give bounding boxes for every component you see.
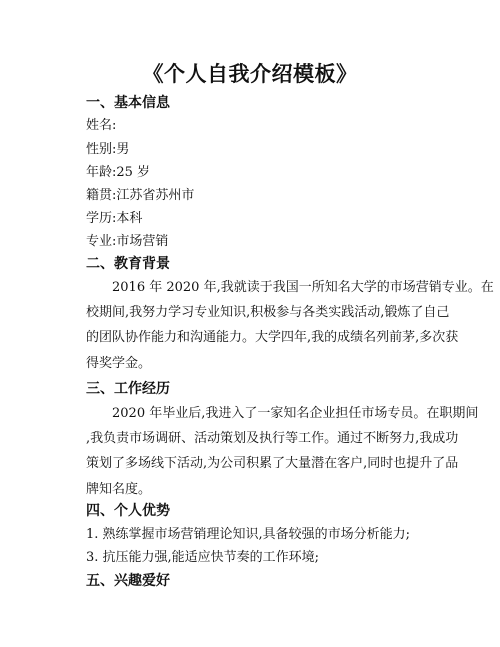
section-heading-basic-info: 一、基本信息 (86, 95, 170, 111)
work-paragraph (86, 401, 479, 502)
work-line: ,我负责市场调研、活动策划及执行等工作。通过不断努力,我成功 (86, 431, 459, 447)
info-name: 姓名: (86, 118, 117, 133)
work-line: 策划了多场线下活动,为公司积累了大量潜在客户,同时也提升了品 (86, 456, 459, 472)
section-heading-hobbies: 五、兴趣爱好 (86, 573, 170, 589)
education-line: 得奖学金。 (86, 355, 152, 371)
section-heading-education: 二、教育背景 (86, 256, 170, 272)
strength-item: 3. 抗压能力强,能适应快节奏的工作环境; (86, 550, 320, 565)
education-line: 的团队协作能力和沟通能力。大学四年,我的成绩名列前茅,多次获 (86, 330, 459, 346)
strength-item: 1. 熟练掌握市场营销理论知识,具备较强的市场分析能力; (86, 527, 411, 542)
info-education: 学历:本科 (86, 211, 143, 226)
document-title: 《个人自我介绍模板》 (142, 61, 358, 86)
section-heading-work: 三、工作经历 (86, 381, 170, 397)
work-line: 牌知名度。 (86, 481, 152, 497)
education-paragraph (86, 275, 494, 376)
education-line: 校期间,我努力学习专业知识,积极参与各类实践活动,锻炼了自己 (86, 305, 450, 321)
education-line: 2016 年 2020 年,我就读于我国一所知名大学的市场营销专业。在 (112, 280, 494, 295)
info-gender: 性别:男 (86, 142, 130, 157)
info-age: 年龄:25 岁 (86, 165, 151, 180)
work-line: 2020 年毕业后,我进入了一家知名企业担任市场专员。在职期间 (112, 406, 479, 421)
section-heading-strengths: 四、个人优势 (86, 503, 170, 519)
info-major: 专业:市场营销 (86, 234, 169, 249)
info-hometown: 籍贯:江苏省苏州市 (86, 188, 195, 203)
